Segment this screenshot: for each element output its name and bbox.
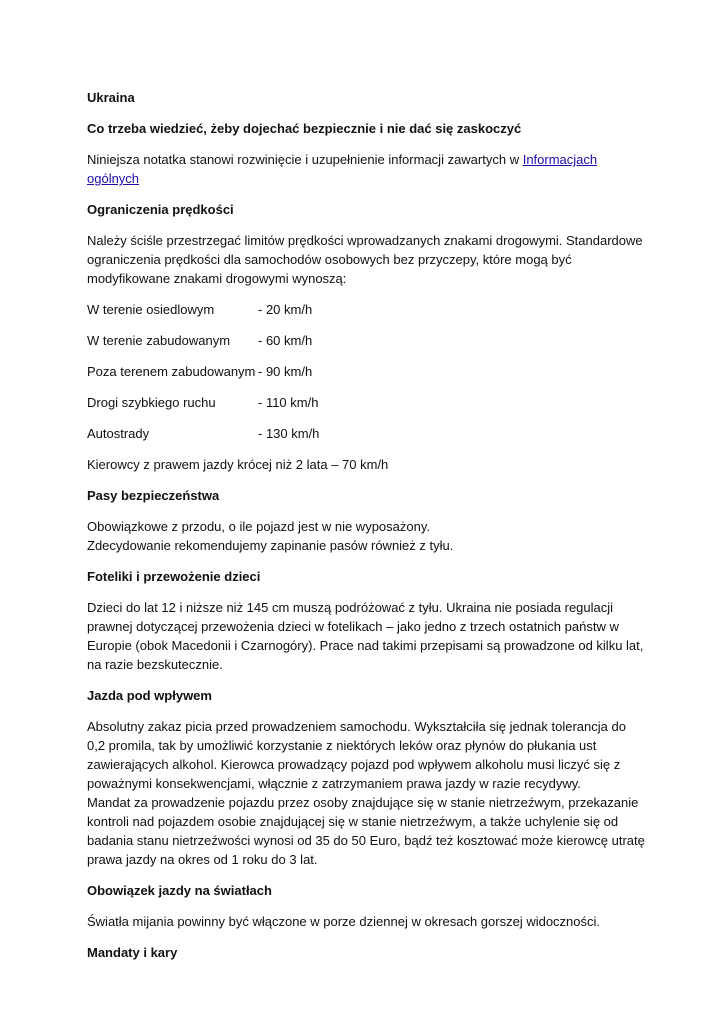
speed-limit-label: Autostrady	[87, 426, 150, 441]
speed-limit-label: Poza terenem zabudowanym	[87, 364, 256, 379]
speed-limit-label: W terenie osiedlowym	[87, 302, 215, 317]
fines-heading: Mandaty i kary	[87, 945, 178, 960]
children-heading: Foteliki i przewożenie dzieci	[87, 569, 261, 584]
speed-limit-row	[87, 362, 647, 381]
lights-heading: Obowiązek jazdy na światłach	[87, 883, 272, 898]
speed-limit-row	[87, 331, 647, 350]
speed-limit-value: - 90 km/h	[258, 364, 313, 379]
alcohol-paragraph	[87, 717, 647, 869]
document-page	[87, 88, 647, 974]
belts-line-rear: Zdecydowanie rekomendujemy zapinanie pasów również z tyłu.	[87, 538, 454, 553]
young-drivers-limit: Kierowcy z prawem jazdy krócej niż 2 lata – 70 km/h	[87, 457, 389, 472]
document-subtitle: Co trzeba wiedzieć, żeby dojechać bezpiecznie i nie dać się zaskoczyć	[87, 121, 522, 136]
children-paragraph: Dzieci do lat 12 i niższe niż 145 cm muszą podróżować z tyłu. Ukraina nie posiada regulacji prawnej dotyczącej przewożenia dzieci w fotelikach – jako jedno z trzech ostatnich państw w Europie (obok Macedonii i Czarnogóry). Prace nad takimi przepisami są prowadzone od kilku lat, na razie bezskutecznie.	[87, 600, 644, 672]
belts-heading: Pasy bezpieczeństwa	[87, 488, 220, 503]
alcohol-heading: Jazda pod wpływem	[87, 688, 212, 703]
speed-limit-value: - 110 km/h	[258, 395, 319, 410]
alcohol-tolerance-text: Absolutny zakaz picia przed prowadzeniem samochodu. Wykształciła się jednak tolerancja do 0,2 promila, tak by umożliwić korzystanie z niektórych leków oraz płynów do płukania ust zawierających alkohol. Kierowca prowadzący pojazd pod wpływem alkoholu musi liczyć się z poważnymi konsekwencjami, włącznie z zatrzymaniem prawa jazdy w razie recydywy.	[87, 719, 626, 791]
intro-text: Niniejsza notatka stanowi rozwinięcie i uzupełnienie informacji zawartych w	[87, 152, 523, 167]
speed-limit-value: - 130 km/h	[258, 426, 320, 441]
speed-limit-row	[87, 424, 647, 443]
speed-limit-row	[87, 393, 647, 412]
general-info-link[interactable]: Informacjach ogólnych	[87, 152, 598, 186]
speed-limit-label: W terenie zabudowanym	[87, 333, 231, 348]
speed-limit-row	[87, 300, 647, 319]
speed-description: Należy ściśle przestrzegać limitów prędkości wprowadzanych znakami drogowymi. Standardowe ograniczenia prędkości dla samochodów osobowych bez przyczepy, które mogą być modyfikowane znakami drogowymi wynoszą:	[87, 233, 643, 286]
speed-limit-value: - 20 km/h	[258, 302, 313, 317]
document-title: Ukraina	[87, 90, 135, 105]
alcohol-fine-text: Mandat za prowadzenie pojazdu przez osoby znajdujące się w stanie nietrzeźwym, przekazanie kontroli nad pojazdem osobie znajdującej się w stanie nietrzeźwym, a także uchylenie się od badania stanu nietrzeźwości wynosi od 35 do 50 Euro, bądź też kosztować może kierowcę utratę prawa jazdy na okres od 1 roku do 3 lat.	[87, 795, 645, 867]
speed-heading: Ograniczenia prędkości	[87, 202, 234, 217]
intro-paragraph	[87, 150, 647, 188]
lights-paragraph: Światła mijania powinny być włączone w porze dziennej w okresach gorszej widoczności.	[87, 914, 601, 929]
belts-line-front: Obowiązkowe z przodu, o ile pojazd jest w nie wyposażony.	[87, 519, 430, 534]
speed-limit-label: Drogi szybkiego ruchu	[87, 395, 216, 410]
speed-limit-value: - 60 km/h	[258, 333, 313, 348]
belts-paragraph	[87, 517, 647, 555]
